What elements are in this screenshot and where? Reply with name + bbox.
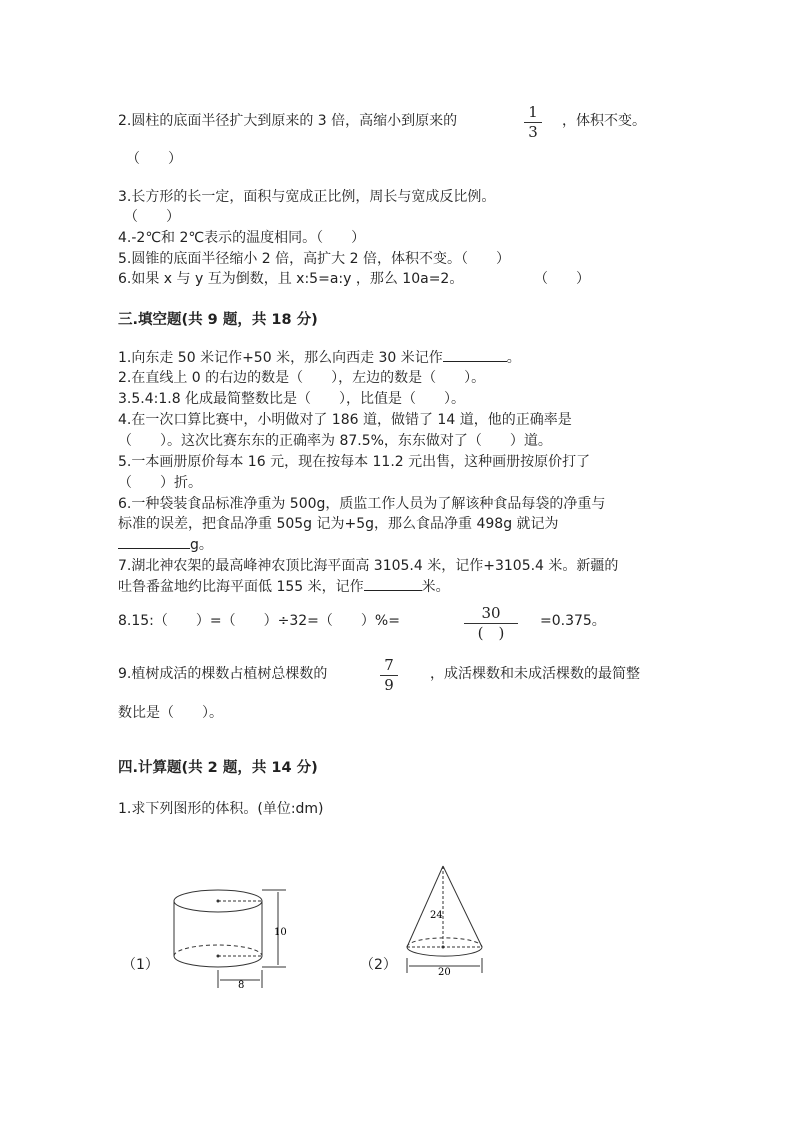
fill-q8-tail: =0.375。 [540, 613, 606, 629]
fill-q9-text: 9.植树成活的棵数占植树总棵数的 [118, 666, 328, 682]
fill-q8-text: 8.15:（ ）=（ ）÷32=（ ）%= [118, 613, 400, 629]
fill-q6-line1: 6.一种袋装食品标准净重为 500g，质监工作人员为了解该种食品每袋的净重与 [118, 496, 606, 512]
fraction-denominator: 9 [384, 676, 394, 694]
fraction-seven-ninths [380, 657, 398, 694]
judge-q2-tail: ，体积不变。 [562, 113, 646, 129]
fraction-30-over-blank [464, 605, 518, 642]
fill-q3-text: 3.5.4:1.8 化成最简整数比是（ ），比值是（ ）。 [118, 391, 466, 407]
fraction-numerator: 30 [481, 604, 501, 622]
fill-q7-line2 [118, 578, 450, 596]
judge-q2-answer-paren[interactable]: （ ） [126, 151, 182, 167]
fill-q5-line2: （ ）折。 [118, 475, 202, 491]
cylinder-figure [160, 880, 300, 995]
fill-q6-unit: g。 [190, 537, 213, 553]
section3-title: 三.填空题(共 9 题，共 18 分) [118, 312, 318, 328]
fill-q9-line2: 数比是（ ）。 [118, 705, 223, 721]
fill-q4-line2: （ ）。这次比赛东东的正确率为 87.5%，东东做对了（ ）道。 [118, 433, 552, 449]
calc-q1-text: 1.求下列图形的体积。(单位:dm) [118, 801, 324, 817]
judge-q6-text: 6.如果 x 与 y 互为倒数，且 x:5=a:y ，那么 10a=2。 [118, 271, 464, 287]
fill-q6-line3 [118, 536, 213, 554]
fill-q9-tail: ，成活棵数和未成活棵数的最简整 [430, 666, 640, 682]
fraction-numerator: 7 [384, 656, 394, 674]
fraction-numerator: 1 [528, 103, 538, 121]
cone-diameter-label: 20 [438, 967, 451, 978]
fill-q1-blank[interactable] [443, 349, 507, 362]
judge-q2-text: 2.圆柱的底面半径扩大到原来的 3 倍，高缩小到原来的 [118, 113, 458, 129]
judge-q2 [118, 112, 457, 130]
judge-q6-answer-paren[interactable]: （ ） [534, 271, 590, 287]
fill-q7-blank[interactable] [364, 578, 422, 591]
fill-q6-blank[interactable] [118, 536, 190, 549]
cone-figure [398, 858, 498, 983]
fill-q7-unit: 米。 [421, 579, 450, 595]
judge-q4-text: 4.-2℃和 2℃表示的温度相同。（ ） [118, 230, 366, 246]
section4-title: 四.计算题(共 2 题，共 14 分) [118, 760, 318, 776]
judge-q3-text: 3.长方形的长一定，面积与宽成正比例，周长与宽成反比例。 [118, 189, 496, 205]
fill-q7-line1: 7.湖北神农架的最高峰神农顶比海平面高 3105.4 米，记作+3105.4 米。新疆的 [118, 558, 619, 574]
fill-q1-end: 。 [506, 350, 521, 366]
figure2-label: （2） [360, 957, 397, 973]
cylinder-height-label: 10 [274, 927, 287, 938]
fill-q2-text: 2.在直线上 0 的右边的数是（ ），左边的数是（ ）。 [118, 370, 486, 386]
fill-q1 [118, 349, 521, 367]
fill-q6-line2: 标准的误差，把食品净重 505g 记为+5g，那么食品净重 498g 就记为 [118, 516, 559, 532]
fraction-denominator[interactable]: ( ) [477, 624, 505, 642]
fraction-denominator: 3 [528, 123, 538, 141]
judge-q5-text: 5.圆锥的底面半径缩小 2 倍，高扩大 2 倍，体积不变。（ ） [118, 251, 510, 267]
judge-q3-answer-paren[interactable]: （ ） [124, 209, 180, 225]
cylinder-radius-label: 8 [238, 980, 245, 991]
cone-height-label: 24 [430, 910, 443, 921]
figure1-label: （1） [122, 957, 159, 973]
fraction-one-third [524, 104, 542, 141]
fill-q1-text: 1.向东走 50 米记作+50 米，那么向西走 30 米记作 [118, 350, 443, 366]
fill-q4-line1: 4.在一次口算比赛中，小明做对了 186 道，做错了 14 道，他的正确率是 [118, 412, 572, 428]
fill-q7-text: 吐鲁番盆地约比海平面低 155 米，记作 [118, 579, 364, 595]
fill-q5-line1: 5.一本画册原价每本 16 元，现在按每本 11.2 元出售，这种画册按原价打了 [118, 454, 591, 470]
